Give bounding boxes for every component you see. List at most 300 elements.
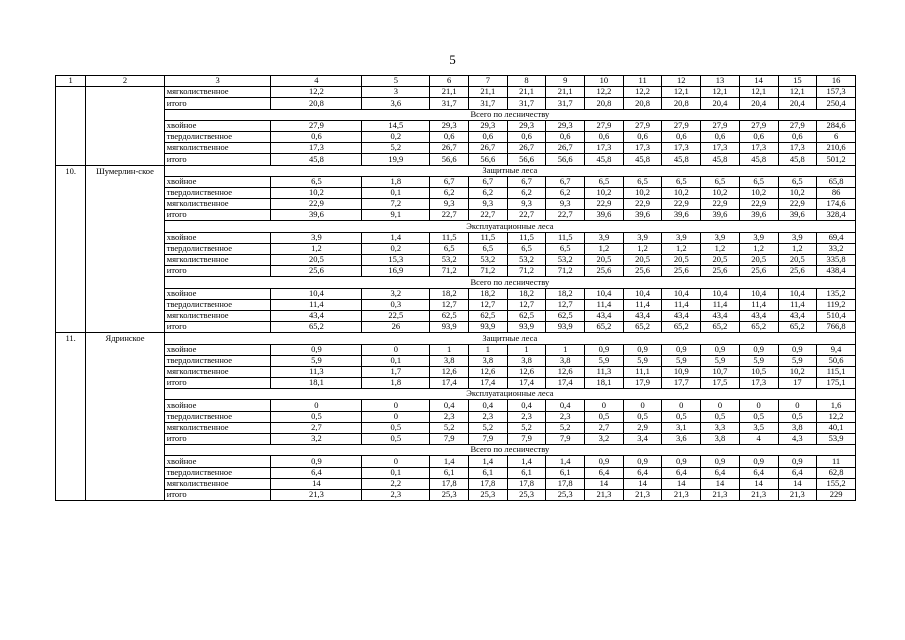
value-cell: 0,6 <box>623 131 662 142</box>
value-cell: 71,2 <box>430 266 469 277</box>
value-cell: 43,4 <box>778 310 817 321</box>
value-cell: 21,3 <box>739 489 778 500</box>
table-row <box>56 232 856 243</box>
value-cell: 16,9 <box>362 266 430 277</box>
species-label: мягколиственное <box>164 143 271 154</box>
value-cell: 0,5 <box>585 411 624 422</box>
value-cell: 7,2 <box>362 199 430 210</box>
table-row <box>56 299 856 310</box>
section-title: Эксплуатационные леса <box>164 221 855 232</box>
value-cell: 29,3 <box>469 120 508 131</box>
table-row <box>56 154 856 165</box>
value-cell: 0,5 <box>701 411 740 422</box>
value-cell: 6,2 <box>546 187 585 198</box>
value-cell: 27,9 <box>271 120 362 131</box>
value-cell: 328,4 <box>817 210 856 221</box>
value-cell: 6,4 <box>585 467 624 478</box>
value-cell: 18,2 <box>430 288 469 299</box>
value-cell: 0,9 <box>739 344 778 355</box>
species-label: твердолиственное <box>164 187 271 198</box>
forestry-name: Ядринское <box>86 333 164 501</box>
value-cell: 11,4 <box>585 299 624 310</box>
value-cell: 2,3 <box>507 411 546 422</box>
section-title: Защитные леса <box>164 333 855 344</box>
section-row <box>56 277 856 288</box>
value-cell: 0 <box>778 400 817 411</box>
value-cell: 27,9 <box>662 120 701 131</box>
value-cell: 56,6 <box>430 154 469 165</box>
value-cell: 2,3 <box>362 489 430 500</box>
value-cell: 65,2 <box>739 322 778 333</box>
species-label: твердолиственное <box>164 243 271 254</box>
value-cell: 93,9 <box>507 322 546 333</box>
value-cell: 56,6 <box>507 154 546 165</box>
value-cell: 0,9 <box>271 456 362 467</box>
header-cell: 16 <box>817 76 856 87</box>
value-cell: 25,6 <box>662 266 701 277</box>
value-cell: 12,1 <box>778 87 817 98</box>
value-cell: 766,8 <box>817 322 856 333</box>
value-cell: 0,6 <box>430 131 469 142</box>
value-cell: 5,2 <box>546 422 585 433</box>
value-cell: 65,2 <box>623 322 662 333</box>
value-cell: 3,9 <box>778 232 817 243</box>
value-cell: 0,6 <box>507 131 546 142</box>
value-cell: 39,6 <box>585 210 624 221</box>
species-label: твердолиственное <box>164 299 271 310</box>
value-cell: 26,7 <box>430 143 469 154</box>
value-cell: 25,6 <box>585 266 624 277</box>
forestry-name: Шумерлин-ское <box>86 165 164 333</box>
value-cell: 43,4 <box>662 310 701 321</box>
forestry-name <box>86 87 164 165</box>
value-cell: 3,8 <box>469 355 508 366</box>
value-cell: 45,8 <box>623 154 662 165</box>
value-cell: 12,2 <box>585 87 624 98</box>
header-cell: 7 <box>469 76 508 87</box>
value-cell: 2,7 <box>271 422 362 433</box>
value-cell: 22,9 <box>585 199 624 210</box>
value-cell: 11 <box>817 456 856 467</box>
value-cell: 20,8 <box>585 98 624 109</box>
value-cell: 6,1 <box>430 467 469 478</box>
table-row <box>56 243 856 254</box>
value-cell: 1,2 <box>623 243 662 254</box>
value-cell: 0,9 <box>701 456 740 467</box>
value-cell: 0,6 <box>469 131 508 142</box>
table-row <box>56 187 856 198</box>
section-row <box>56 109 856 120</box>
value-cell: 17,8 <box>430 478 469 489</box>
value-cell: 0,6 <box>778 131 817 142</box>
value-cell: 10,2 <box>623 187 662 198</box>
value-cell: 0 <box>623 400 662 411</box>
header-cell: 10 <box>585 76 624 87</box>
value-cell: 1,8 <box>362 176 430 187</box>
value-cell: 0,9 <box>623 456 662 467</box>
value-cell: 39,6 <box>271 210 362 221</box>
table-row <box>56 288 856 299</box>
value-cell: 20,5 <box>778 255 817 266</box>
value-cell: 10,5 <box>739 366 778 377</box>
value-cell: 0,5 <box>362 422 430 433</box>
value-cell: 62,5 <box>430 310 469 321</box>
species-label: итого <box>164 434 271 445</box>
value-cell: 6,2 <box>430 187 469 198</box>
value-cell: 3,2 <box>362 288 430 299</box>
value-cell: 7,9 <box>469 434 508 445</box>
value-cell: 11,4 <box>623 299 662 310</box>
section-row <box>56 445 856 456</box>
header-cell: 3 <box>164 76 271 87</box>
value-cell: 10,4 <box>701 288 740 299</box>
value-cell: 9,3 <box>430 199 469 210</box>
value-cell: 6,4 <box>662 467 701 478</box>
value-cell: 0,1 <box>362 355 430 366</box>
value-cell: 31,7 <box>507 98 546 109</box>
value-cell: 17,3 <box>585 143 624 154</box>
value-cell: 210,6 <box>817 143 856 154</box>
section-title: Всего по лесничеству <box>164 109 855 120</box>
value-cell: 6,5 <box>546 243 585 254</box>
value-cell: 3,1 <box>662 422 701 433</box>
table-row <box>56 467 856 478</box>
value-cell: 22,9 <box>701 199 740 210</box>
table-row <box>56 344 856 355</box>
value-cell: 43,4 <box>623 310 662 321</box>
value-cell: 12,2 <box>817 411 856 422</box>
value-cell: 11,4 <box>739 299 778 310</box>
value-cell: 45,8 <box>662 154 701 165</box>
value-cell: 20,4 <box>739 98 778 109</box>
value-cell: 17,8 <box>546 478 585 489</box>
value-cell: 0,6 <box>662 131 701 142</box>
value-cell: 501,2 <box>817 154 856 165</box>
value-cell: 22,9 <box>778 199 817 210</box>
value-cell: 0,5 <box>271 411 362 422</box>
value-cell: 27,9 <box>623 120 662 131</box>
table-row <box>56 434 856 445</box>
value-cell: 6,5 <box>623 176 662 187</box>
value-cell: 33,2 <box>817 243 856 254</box>
value-cell: 12,7 <box>430 299 469 310</box>
table-row <box>56 131 856 142</box>
forest-data-table <box>55 75 856 501</box>
species-label: хвойное <box>164 232 271 243</box>
species-label: мягколиственное <box>164 87 271 98</box>
value-cell: 1,4 <box>430 456 469 467</box>
value-cell: 93,9 <box>430 322 469 333</box>
value-cell: 29,3 <box>546 120 585 131</box>
value-cell: 0,9 <box>662 344 701 355</box>
value-cell: 25,6 <box>271 266 362 277</box>
value-cell: 11,5 <box>546 232 585 243</box>
value-cell: 9,3 <box>546 199 585 210</box>
value-cell: 3,9 <box>585 232 624 243</box>
value-cell: 6,7 <box>469 176 508 187</box>
value-cell: 155,2 <box>817 478 856 489</box>
value-cell: 1,4 <box>546 456 585 467</box>
value-cell: 175,1 <box>817 378 856 389</box>
species-label: мягколиственное <box>164 199 271 210</box>
value-cell: 0,4 <box>507 400 546 411</box>
value-cell: 1 <box>507 344 546 355</box>
value-cell: 6,1 <box>507 467 546 478</box>
value-cell: 229 <box>817 489 856 500</box>
value-cell: 17,7 <box>662 378 701 389</box>
header-row <box>56 76 856 87</box>
value-cell: 6,7 <box>430 176 469 187</box>
value-cell: 22,5 <box>362 310 430 321</box>
value-cell: 119,2 <box>817 299 856 310</box>
value-cell: 39,6 <box>739 210 778 221</box>
value-cell: 10,4 <box>739 288 778 299</box>
value-cell: 10,2 <box>701 187 740 198</box>
value-cell: 27,9 <box>739 120 778 131</box>
species-label: итого <box>164 154 271 165</box>
value-cell: 21,1 <box>546 87 585 98</box>
value-cell: 6 <box>817 131 856 142</box>
value-cell: 10,2 <box>739 187 778 198</box>
species-label: твердолиственное <box>164 467 271 478</box>
value-cell: 6,2 <box>507 187 546 198</box>
species-label: мягколиственное <box>164 478 271 489</box>
header-cell: 5 <box>362 76 430 87</box>
species-label: итого <box>164 378 271 389</box>
value-cell: 1,6 <box>817 400 856 411</box>
value-cell: 12,6 <box>430 366 469 377</box>
header-cell: 12 <box>662 76 701 87</box>
value-cell: 21,1 <box>507 87 546 98</box>
value-cell: 27,9 <box>701 120 740 131</box>
value-cell: 0 <box>362 400 430 411</box>
value-cell: 3,9 <box>701 232 740 243</box>
value-cell: 3,9 <box>623 232 662 243</box>
value-cell: 3,8 <box>507 355 546 366</box>
value-cell: 0,9 <box>662 456 701 467</box>
value-cell: 20,8 <box>662 98 701 109</box>
value-cell: 43,4 <box>701 310 740 321</box>
value-cell: 53,9 <box>817 434 856 445</box>
value-cell: 39,6 <box>623 210 662 221</box>
value-cell: 53,2 <box>430 255 469 266</box>
value-cell: 0,4 <box>469 400 508 411</box>
value-cell: 93,9 <box>546 322 585 333</box>
table-row <box>56 489 856 500</box>
value-cell: 22,9 <box>662 199 701 210</box>
table-row <box>56 199 856 210</box>
value-cell: 27,9 <box>585 120 624 131</box>
value-cell: 1,2 <box>271 243 362 254</box>
value-cell: 21,3 <box>778 489 817 500</box>
value-cell: 3,2 <box>271 434 362 445</box>
species-label: итого <box>164 322 271 333</box>
value-cell: 0,4 <box>546 400 585 411</box>
value-cell: 17,3 <box>739 143 778 154</box>
value-cell: 12,6 <box>546 366 585 377</box>
value-cell: 1 <box>469 344 508 355</box>
value-cell: 6,4 <box>623 467 662 478</box>
value-cell: 0,1 <box>362 187 430 198</box>
value-cell: 5,9 <box>701 355 740 366</box>
value-cell: 10,4 <box>623 288 662 299</box>
value-cell: 2,2 <box>362 478 430 489</box>
species-label: мягколиственное <box>164 310 271 321</box>
value-cell: 12,1 <box>662 87 701 98</box>
value-cell: 18,2 <box>546 288 585 299</box>
value-cell: 0,9 <box>585 456 624 467</box>
value-cell: 0,5 <box>778 411 817 422</box>
value-cell: 12,7 <box>469 299 508 310</box>
value-cell: 3,2 <box>585 434 624 445</box>
value-cell: 3,9 <box>739 232 778 243</box>
value-cell: 20,5 <box>662 255 701 266</box>
value-cell: 0 <box>362 411 430 422</box>
section-title: Всего по лесничеству <box>164 277 855 288</box>
value-cell: 1,4 <box>469 456 508 467</box>
value-cell: 29,3 <box>430 120 469 131</box>
species-label: итого <box>164 489 271 500</box>
value-cell: 20,8 <box>271 98 362 109</box>
value-cell: 22,9 <box>623 199 662 210</box>
value-cell: 14 <box>271 478 362 489</box>
table-row <box>56 322 856 333</box>
value-cell: 53,2 <box>469 255 508 266</box>
value-cell: 0,5 <box>739 411 778 422</box>
value-cell: 65,8 <box>817 176 856 187</box>
table-row <box>56 400 856 411</box>
value-cell: 17,3 <box>739 378 778 389</box>
value-cell: 17,4 <box>546 378 585 389</box>
value-cell: 9,4 <box>817 344 856 355</box>
section-row <box>56 165 856 176</box>
value-cell: 20,5 <box>271 255 362 266</box>
species-label: хвойное <box>164 120 271 131</box>
value-cell: 17,3 <box>623 143 662 154</box>
species-label: твердолиственное <box>164 131 271 142</box>
value-cell: 9,3 <box>507 199 546 210</box>
value-cell: 0 <box>739 400 778 411</box>
value-cell: 0,3 <box>362 299 430 310</box>
value-cell: 0,5 <box>362 434 430 445</box>
value-cell: 5,9 <box>662 355 701 366</box>
value-cell: 11,4 <box>271 299 362 310</box>
value-cell: 20,4 <box>778 98 817 109</box>
value-cell: 3,8 <box>546 355 585 366</box>
value-cell: 21,3 <box>662 489 701 500</box>
table-row <box>56 266 856 277</box>
species-label: хвойное <box>164 456 271 467</box>
row-index: 11. <box>56 333 86 501</box>
value-cell: 62,5 <box>546 310 585 321</box>
value-cell: 31,7 <box>469 98 508 109</box>
value-cell: 10,7 <box>701 366 740 377</box>
value-cell: 7,9 <box>546 434 585 445</box>
value-cell: 10,2 <box>778 187 817 198</box>
value-cell: 1,4 <box>362 232 430 243</box>
value-cell: 39,6 <box>701 210 740 221</box>
value-cell: 25,6 <box>778 266 817 277</box>
value-cell: 22,7 <box>507 210 546 221</box>
value-cell: 50,6 <box>817 355 856 366</box>
value-cell: 3,6 <box>362 98 430 109</box>
value-cell: 17,3 <box>271 143 362 154</box>
table-row <box>56 378 856 389</box>
value-cell: 17,4 <box>507 378 546 389</box>
value-cell: 0,2 <box>362 243 430 254</box>
value-cell: 14 <box>585 478 624 489</box>
value-cell: 6,5 <box>778 176 817 187</box>
value-cell: 157,3 <box>817 87 856 98</box>
value-cell: 6,7 <box>546 176 585 187</box>
value-cell: 2,9 <box>623 422 662 433</box>
species-label: мягколиственное <box>164 255 271 266</box>
table-row <box>56 456 856 467</box>
page-number: 5 <box>449 52 456 67</box>
value-cell: 17,9 <box>623 378 662 389</box>
value-cell: 11,4 <box>701 299 740 310</box>
species-label: итого <box>164 266 271 277</box>
value-cell: 56,6 <box>546 154 585 165</box>
value-cell: 5,9 <box>778 355 817 366</box>
value-cell: 18,1 <box>585 378 624 389</box>
value-cell: 1 <box>546 344 585 355</box>
value-cell: 18,2 <box>507 288 546 299</box>
value-cell: 0,5 <box>623 411 662 422</box>
value-cell: 65,2 <box>701 322 740 333</box>
value-cell: 22,7 <box>546 210 585 221</box>
value-cell: 71,2 <box>507 266 546 277</box>
header-cell: 2 <box>86 76 164 87</box>
value-cell: 14 <box>662 478 701 489</box>
header-cell: 14 <box>739 76 778 87</box>
table-row <box>56 143 856 154</box>
value-cell: 65,2 <box>662 322 701 333</box>
value-cell: 11,3 <box>271 366 362 377</box>
value-cell: 31,7 <box>546 98 585 109</box>
table-row <box>56 87 856 98</box>
row-index: 10. <box>56 165 86 333</box>
value-cell: 53,2 <box>546 255 585 266</box>
value-cell: 27,9 <box>778 120 817 131</box>
table-row <box>56 355 856 366</box>
value-cell: 0 <box>662 400 701 411</box>
value-cell: 26,7 <box>469 143 508 154</box>
value-cell: 12,1 <box>701 87 740 98</box>
value-cell: 62,5 <box>469 310 508 321</box>
value-cell: 25,6 <box>701 266 740 277</box>
value-cell: 5,2 <box>430 422 469 433</box>
value-cell: 20,4 <box>701 98 740 109</box>
value-cell: 0 <box>701 400 740 411</box>
value-cell: 5,2 <box>507 422 546 433</box>
value-cell: 17,3 <box>662 143 701 154</box>
value-cell: 25,3 <box>469 489 508 500</box>
value-cell: 438,4 <box>817 266 856 277</box>
value-cell: 510,4 <box>817 310 856 321</box>
value-cell: 0,4 <box>430 400 469 411</box>
value-cell: 14 <box>701 478 740 489</box>
value-cell: 25,6 <box>623 266 662 277</box>
value-cell: 3,4 <box>623 434 662 445</box>
value-cell: 93,9 <box>469 322 508 333</box>
value-cell: 86 <box>817 187 856 198</box>
table-row <box>56 255 856 266</box>
value-cell: 6,7 <box>507 176 546 187</box>
value-cell: 11,5 <box>507 232 546 243</box>
value-cell: 14 <box>739 478 778 489</box>
value-cell: 11,3 <box>585 366 624 377</box>
